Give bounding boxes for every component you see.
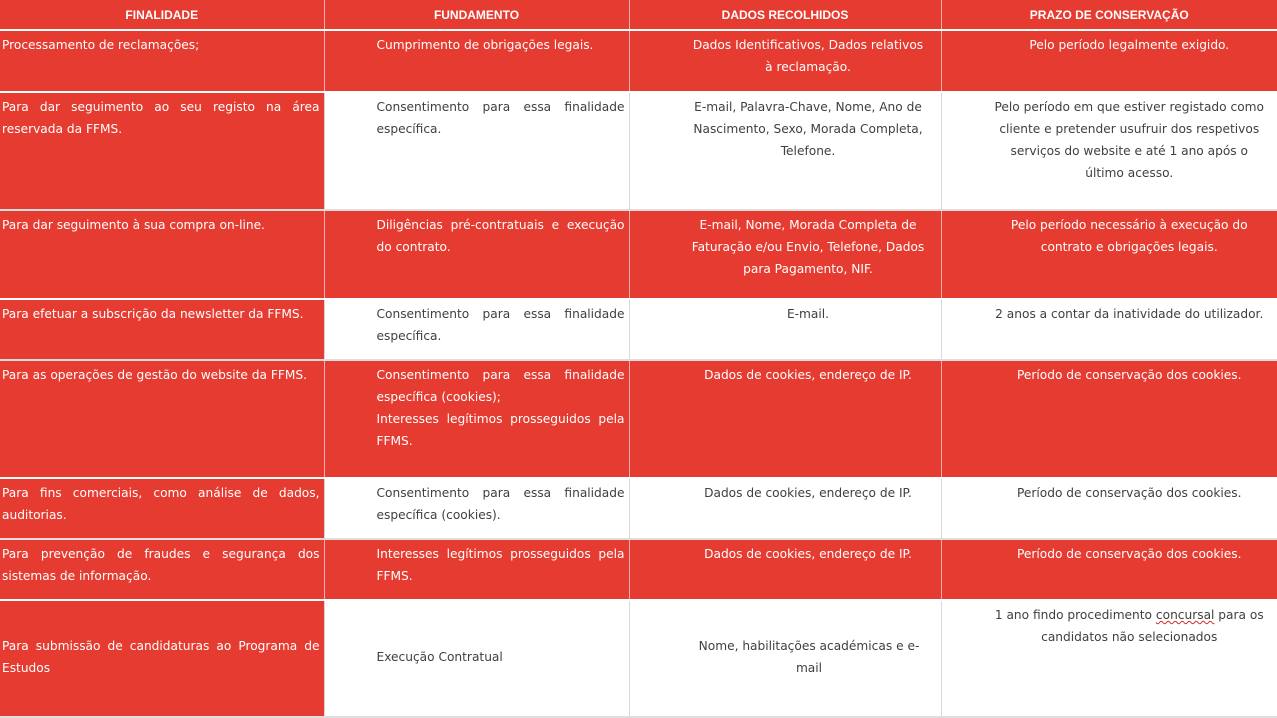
- cell-fundamento: Diligências pré-contratuais e execução do contrato.: [324, 210, 629, 299]
- cell-fundamento: Consentimento para essa finalidade específica.: [324, 299, 629, 360]
- cell-prazo: [941, 600, 1277, 717]
- spellcheck-underlined-word: concursal: [1155, 608, 1215, 622]
- table-row: [0, 210, 1277, 299]
- prazo-text: para os candidatos não selecionados: [1041, 608, 1264, 644]
- cell-fundamento: [324, 360, 629, 478]
- cell-dados: Dados de cookies, endereço de IP.: [629, 360, 941, 478]
- table-row: [0, 299, 1277, 360]
- cell-dados: Nome, habilitações académicas e e-mail: [629, 600, 941, 717]
- header-finalidade: FINALIDADE: [0, 0, 324, 30]
- table-row: [0, 360, 1277, 478]
- cell-dados: Dados de cookies, endereço de IP.: [629, 478, 941, 539]
- table-header-row: [0, 0, 1277, 30]
- cell-finalidade: Para dar seguimento à sua compra on-line.: [0, 210, 324, 299]
- cell-finalidade: Para prevenção de fraudes e segurança dos sistemas de informação.: [0, 539, 324, 600]
- cell-dados: E-mail.: [629, 299, 941, 360]
- cell-finalidade: Para submissão de candidaturas ao Programa de Estudos: [0, 600, 324, 717]
- cell-finalidade: Para efetuar a subscrição da newsletter da FFMS.: [0, 299, 324, 360]
- cell-finalidade: Processamento de reclamações;: [0, 30, 324, 92]
- cell-prazo: Pelo período necessário à execução do contrato e obrigações legais.: [941, 210, 1277, 299]
- header-fundamento: FUNDAMENTO: [324, 0, 629, 30]
- cell-fundamento: Consentimento para essa finalidade específica.: [324, 92, 629, 210]
- cell-dados: Dados de cookies, endereço de IP.: [629, 539, 941, 600]
- cell-fundamento: Consentimento para essa finalidade específica (cookies).: [324, 478, 629, 539]
- table-row: [0, 600, 1277, 717]
- cell-fundamento: Cumprimento de obrigações legais.: [324, 30, 629, 92]
- cell-prazo: Período de conservação dos cookies.: [941, 539, 1277, 600]
- cell-prazo: Pelo período legalmente exigido.: [941, 30, 1277, 92]
- cell-finalidade: Para dar seguimento ao seu registo na área reservada da FFMS.: [0, 92, 324, 210]
- cell-prazo: Pelo período em que estiver registado como cliente e pretender usufruir dos respetivos serviços do website e até 1 ano após o último acesso.: [941, 92, 1277, 210]
- cell-fundamento: Interesses legítimos prosseguidos pela FFMS.: [324, 539, 629, 600]
- cell-dados: E-mail, Nome, Morada Completa de Faturação e/ou Envio, Telefone, Dados para Pagamento, NIF.: [629, 210, 941, 299]
- cell-finalidade: Para as operações de gestão do website da FFMS.: [0, 360, 324, 478]
- cell-fundamento: Execução Contratual: [324, 600, 629, 717]
- table-row: [0, 30, 1277, 92]
- cell-prazo: Período de conservação dos cookies.: [941, 478, 1277, 539]
- table-row: [0, 478, 1277, 539]
- header-dados-recolhidos: DADOS RECOLHIDOS: [629, 0, 941, 30]
- fundamento-line: Interesses legítimos prosseguidos pela FFMS.: [376, 412, 625, 448]
- cell-prazo: Período de conservação dos cookies.: [941, 360, 1277, 478]
- table-row: [0, 92, 1277, 210]
- cell-dados: Dados Identificativos, Dados relativos à reclamação.: [629, 30, 941, 92]
- table-row: [0, 539, 1277, 600]
- cell-prazo: 2 anos a contar da inatividade do utilizador.: [941, 299, 1277, 360]
- cell-dados: E-mail, Palavra-Chave, Nome, Ano de Nascimento, Sexo, Morada Completa, Telefone.: [629, 92, 941, 210]
- cell-finalidade: Para fins comerciais, como análise de dados, auditorias.: [0, 478, 324, 539]
- prazo-text: 1 ano findo procedimento: [994, 608, 1156, 622]
- fundamento-line: Consentimento para essa finalidade específica (cookies);: [376, 368, 625, 404]
- header-prazo-conservacao: PRAZO DE CONSERVAÇÃO: [941, 0, 1277, 30]
